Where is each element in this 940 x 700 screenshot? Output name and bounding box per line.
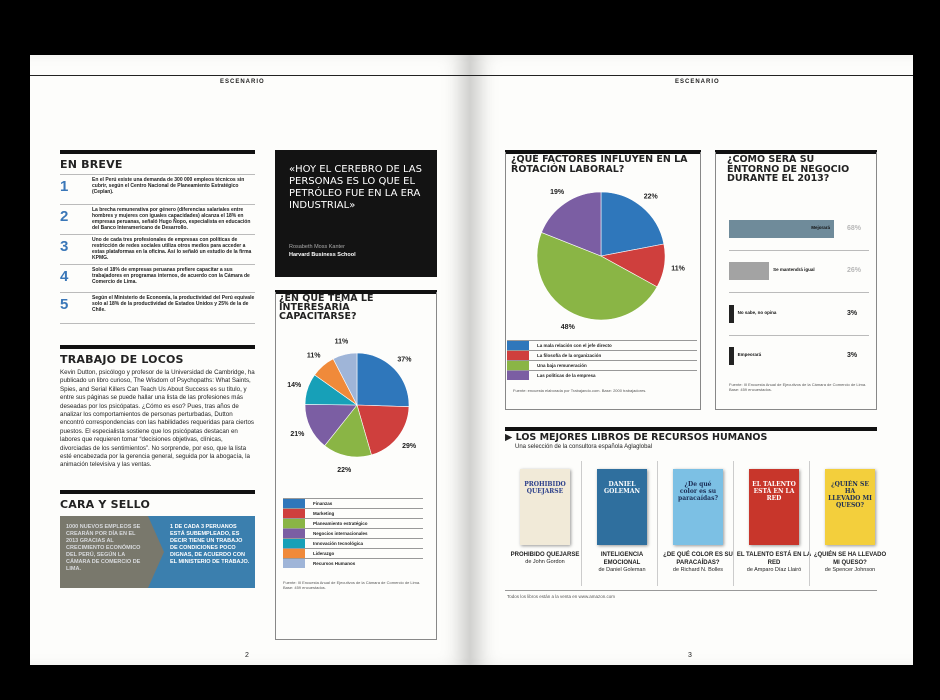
legend-swatch [507, 361, 529, 370]
legend-label: Las políticas de la empresa [537, 373, 596, 378]
cara-sello-section [60, 490, 255, 590]
legend-label: La filosofía de la organización [537, 353, 602, 358]
legend-label: Marketing [313, 511, 335, 516]
section-bar [60, 490, 255, 494]
libros-rule [505, 590, 877, 591]
libros-section [505, 427, 887, 607]
cara-text: 1000 NUEVOS EMPLEOS SE CREARÁN POR DÍA EN EL 2013 GRACIAS AL CRECIMIENTO ECONÓMICO DEL PERÚ, SEGÚN LA CÁMARA DE COMERCIO DE LIMA. [66, 524, 141, 572]
legend-label: Liderazgo [313, 551, 335, 556]
bar-category-label: Mejorará [811, 225, 830, 230]
book-cover [825, 469, 875, 545]
bar-value-label: 26% [847, 267, 862, 274]
book-title: ¿QUIÉN SE HA LLEVADO MI QUESO? [813, 552, 887, 566]
right-page [470, 55, 913, 665]
running-head: ESCENARIO [675, 79, 720, 85]
trabajo-body: Kevin Dutton, psicólogo y profesor de la Universidad de Cambridge, ha publicado un libro curioso, The Wisdom of Psychopaths: What Saints, Spies, and Serial Killers Can Teach Us About Success es su título, y entre sus páginas se puede hallar una lista de las profesiones más deseadas por los psicópatas. ¿Cómo es eso? Pues, tras años de analizar los comportamientos de personas perturbadas, Dutton encontró correspondencias con las habilidades requeridas para ciertos puestos. El especialista sostiene que los psicópatas destacan en labores que requieren tomar “decisiones objetivas, clínicas, divorciadas de los sentimientos”. No sorprende, por eso, que la lista esté encabezada por la gerencia general, seguida por la abogacía, la animación televisiva y las ventas. [60, 369, 255, 469]
pie-value-label: 29% [402, 443, 417, 451]
brief-item-4 [60, 264, 255, 293]
pie-value-label: 19% [550, 188, 565, 196]
trabajo-section [60, 345, 255, 470]
legend-label: Finanzas [313, 501, 333, 506]
brief-item-3 [60, 234, 255, 265]
book-author: de John Gordon [525, 559, 565, 565]
legend-swatch [283, 549, 305, 558]
book-item [505, 461, 585, 586]
books-row [505, 461, 887, 586]
legend-item [283, 538, 423, 548]
book-author: de Spencer Johnson [824, 567, 876, 573]
pie-value-label: 11% [306, 352, 321, 360]
legend-swatch [507, 371, 529, 380]
en-breve-title: EN BREVE [60, 158, 123, 171]
legend-item [507, 370, 697, 380]
brief-text: En el Perú existe una demanda de 300 000 empleos técnicos sin cubrir, según el Centro Nacional de Planeamiento Estratégico (Ceplan). [92, 177, 245, 195]
pie-value-label: 11% [671, 265, 685, 273]
libros-title-text: LOS MEJORES LIBROS DE RECURSOS HUMANOS [515, 432, 768, 443]
legend-item [507, 350, 697, 360]
bar-value-label: 68% [847, 225, 862, 232]
brief-number: 4 [60, 268, 69, 285]
legend-swatch [283, 529, 305, 538]
brief-text: Uno de cada tres profesionales de empresas con políticas de restricción de redes sociales utiliza otros medios para acceder a estas plataformas en la oficina. Así lo señaló un estudio de la firma KPMG. [92, 237, 252, 261]
running-head: ESCENARIO [220, 79, 265, 85]
legend-swatch [507, 341, 529, 350]
bar-value-label: 3% [847, 310, 858, 317]
legend-swatch [507, 351, 529, 360]
libros-title [505, 432, 767, 443]
legend-label: La mala relación con el jefe directo [537, 343, 612, 348]
book-cover [597, 469, 647, 545]
legend-item [283, 498, 423, 508]
rotacion-legend [507, 340, 697, 380]
book-author: de Amparo Díaz Llairó [746, 567, 802, 573]
pie-value-label: 14% [287, 382, 302, 390]
book-cover-text: EL TALENTO ESTÁ EN LA RED [752, 481, 796, 502]
brief-item-1 [60, 174, 255, 205]
pie-value-label: 21% [290, 430, 305, 438]
book-author: de Daniel Goleman [598, 567, 646, 573]
bar-divider [729, 335, 869, 336]
bar [729, 305, 734, 323]
quote-author: Rosabeth Moss Kanter [289, 244, 345, 250]
brief-item-5 [60, 292, 255, 324]
capacitarse-source: Fuente: III Encuesta Anual de Ejecutivos de la Cámara de Comercio de Lima. Base: 459 encuestados. [283, 580, 421, 590]
book-cover [749, 469, 799, 545]
capacitarse-title: ¿EN QUÉ TEMA LE INTERESARÍA CAPACITARSE? [279, 293, 374, 322]
bar [729, 347, 734, 365]
pie-value-label: 48% [560, 324, 575, 332]
brief-number: 2 [60, 208, 69, 225]
running-head-rule [470, 75, 913, 85]
page-number: 3 [688, 652, 692, 659]
legend-item [283, 518, 423, 528]
brief-number: 3 [60, 238, 69, 255]
cara-sello-title: CARA Y SELLO [60, 498, 151, 511]
libros-footer: Todos los libros están a la venta en www.amazon.com [507, 594, 616, 599]
pie-value-label: 22% [643, 193, 658, 201]
book-item [733, 461, 814, 586]
legend-item [283, 548, 423, 558]
book-title: ¿DE QUÉ COLOR ES SU PARACAÍDAS? [663, 552, 733, 566]
brief-text: Solo el 18% de empresas peruanas prefiere capacitar a sus trabajadores en programas internos, de acuerdo con la Cámara de Comercio de Lima. [92, 267, 250, 285]
running-head-rule [30, 75, 470, 85]
section-bar [505, 427, 877, 431]
quote-org: Harvard Business School [289, 252, 356, 258]
book-author: de Richard N. Bolles [672, 567, 724, 573]
quote-box [275, 150, 437, 277]
book-title: PROHIBIDO QUEJARSE [510, 552, 580, 558]
legend-item [283, 558, 423, 568]
entorno-chart-box [715, 150, 877, 410]
legend-item [283, 528, 423, 538]
book-cover-text: PROHIBIDO QUEJARSE [524, 481, 566, 495]
book-item [809, 461, 890, 586]
book-title: EL TALENTO ESTÁ EN LA RED [736, 552, 812, 566]
entorno-bars [729, 220, 873, 380]
rotacion-title: ¿QUÉ FACTORES INFLUYEN EN LA ROTACIÓN LABORAL? [511, 154, 688, 175]
page-number: 2 [245, 652, 249, 659]
legend-item [283, 508, 423, 518]
rotacion-chart-box [505, 150, 701, 410]
book-cover-text: DANIEL GOLEMAN [604, 481, 640, 495]
legend-item [507, 360, 697, 370]
legend-swatch [283, 519, 305, 528]
legend-label: Planeamiento estratégico [313, 521, 368, 526]
bar-divider [729, 250, 869, 251]
bar-category-label: Se mantendrá igual [773, 267, 815, 272]
book-cover [520, 469, 570, 545]
legend-label: Innovación tecnológica [313, 541, 364, 546]
bar-category-label: Empeorará [737, 352, 762, 357]
book-cover-text: ¿QUIÉN SE HA LLEVADO MI QUESO? [828, 481, 872, 509]
book-item [581, 461, 662, 586]
entorno-title: ¿CÓMO SERÁ SU ENTORNO DE NEGOCIO DURANTE EL 2013? [727, 154, 850, 184]
cara-sello-panel [60, 516, 255, 588]
legend-swatch [283, 559, 305, 568]
legend-label: Una baja remuneración [537, 363, 587, 368]
section-bar [60, 150, 255, 154]
legend-item [507, 340, 697, 350]
rotacion-source: Fuente: encuesta elaborada por Trabajando.com. Base: 2000 trabajadores. [513, 388, 647, 393]
capacitarse-chart-box [275, 290, 437, 640]
chevron-right-icon: ▶ [505, 432, 516, 443]
legend-label: Recursos Humanos [313, 561, 356, 566]
bar-value-label: 3% [847, 352, 858, 359]
book-cover-text: ¿De qué color es su paracaídas? [678, 481, 718, 502]
capacitarse-legend [283, 498, 423, 573]
brief-number: 5 [60, 296, 69, 313]
trabajo-title: TRABAJO DE LOCOS [60, 353, 184, 366]
capacitarse-pie [275, 330, 437, 485]
book-cover [673, 469, 723, 545]
brief-text: La brecha remunerativa por género (diferencias salariales entre hombres y mujeres con iguales capacidades) alcanza el 18% en empresas peruanas, señaló Hugo Ñopo, especialista en educación del Banco Interamericano de Desarrollo. [92, 207, 251, 231]
quote-text: «HOY EL CEREBRO DE LAS PERSONAS ES LO QUE EL PETRÓLEO FUE EN LA ERA INDUSTRIAL» [289, 164, 422, 211]
book-item [657, 461, 738, 586]
bar-divider [729, 292, 869, 293]
pie-value-label: 37% [397, 356, 412, 364]
left-page [30, 55, 470, 665]
pie-value-label: 22% [337, 467, 352, 475]
pie-value-label: 11% [334, 338, 349, 346]
brief-number: 1 [60, 178, 69, 195]
bar-category-label: No sabe, no opina [737, 310, 777, 315]
section-bar [60, 345, 255, 349]
rotacion-pie [505, 184, 701, 334]
entorno-source: Fuente: III Encuesta Anual de Ejecutivos de la Cámara de Comercio de Lima. Base: 459 encuestados. [729, 382, 867, 392]
bar [729, 262, 769, 280]
libros-subtitle: Una selección de la consultora española Aglaglobal [515, 444, 653, 450]
legend-swatch [283, 539, 305, 548]
en-breve-section [60, 150, 255, 325]
brief-item-2 [60, 204, 255, 235]
legend-swatch [283, 499, 305, 508]
legend-label: Negocios internacionales [313, 531, 368, 536]
brief-text: Según el Ministerio de Economía, la productividad del Perú equivale solo al 18% de la productividad de Estados Unidos y 25% de la de Chile. [92, 295, 255, 313]
sello-text: 1 DE CADA 3 PERUANOS ESTÁ SUBEMPLEADO, ES DECIR TIENE UN TRABAJO DE CONDICIONES POCO DIGNAS, DE ACUERDO CON EL MINISTERIO DE TRABAJO. [170, 524, 250, 565]
book-title: INTELIGENCIA EMOCIONAL [600, 552, 644, 566]
legend-swatch [283, 509, 305, 518]
